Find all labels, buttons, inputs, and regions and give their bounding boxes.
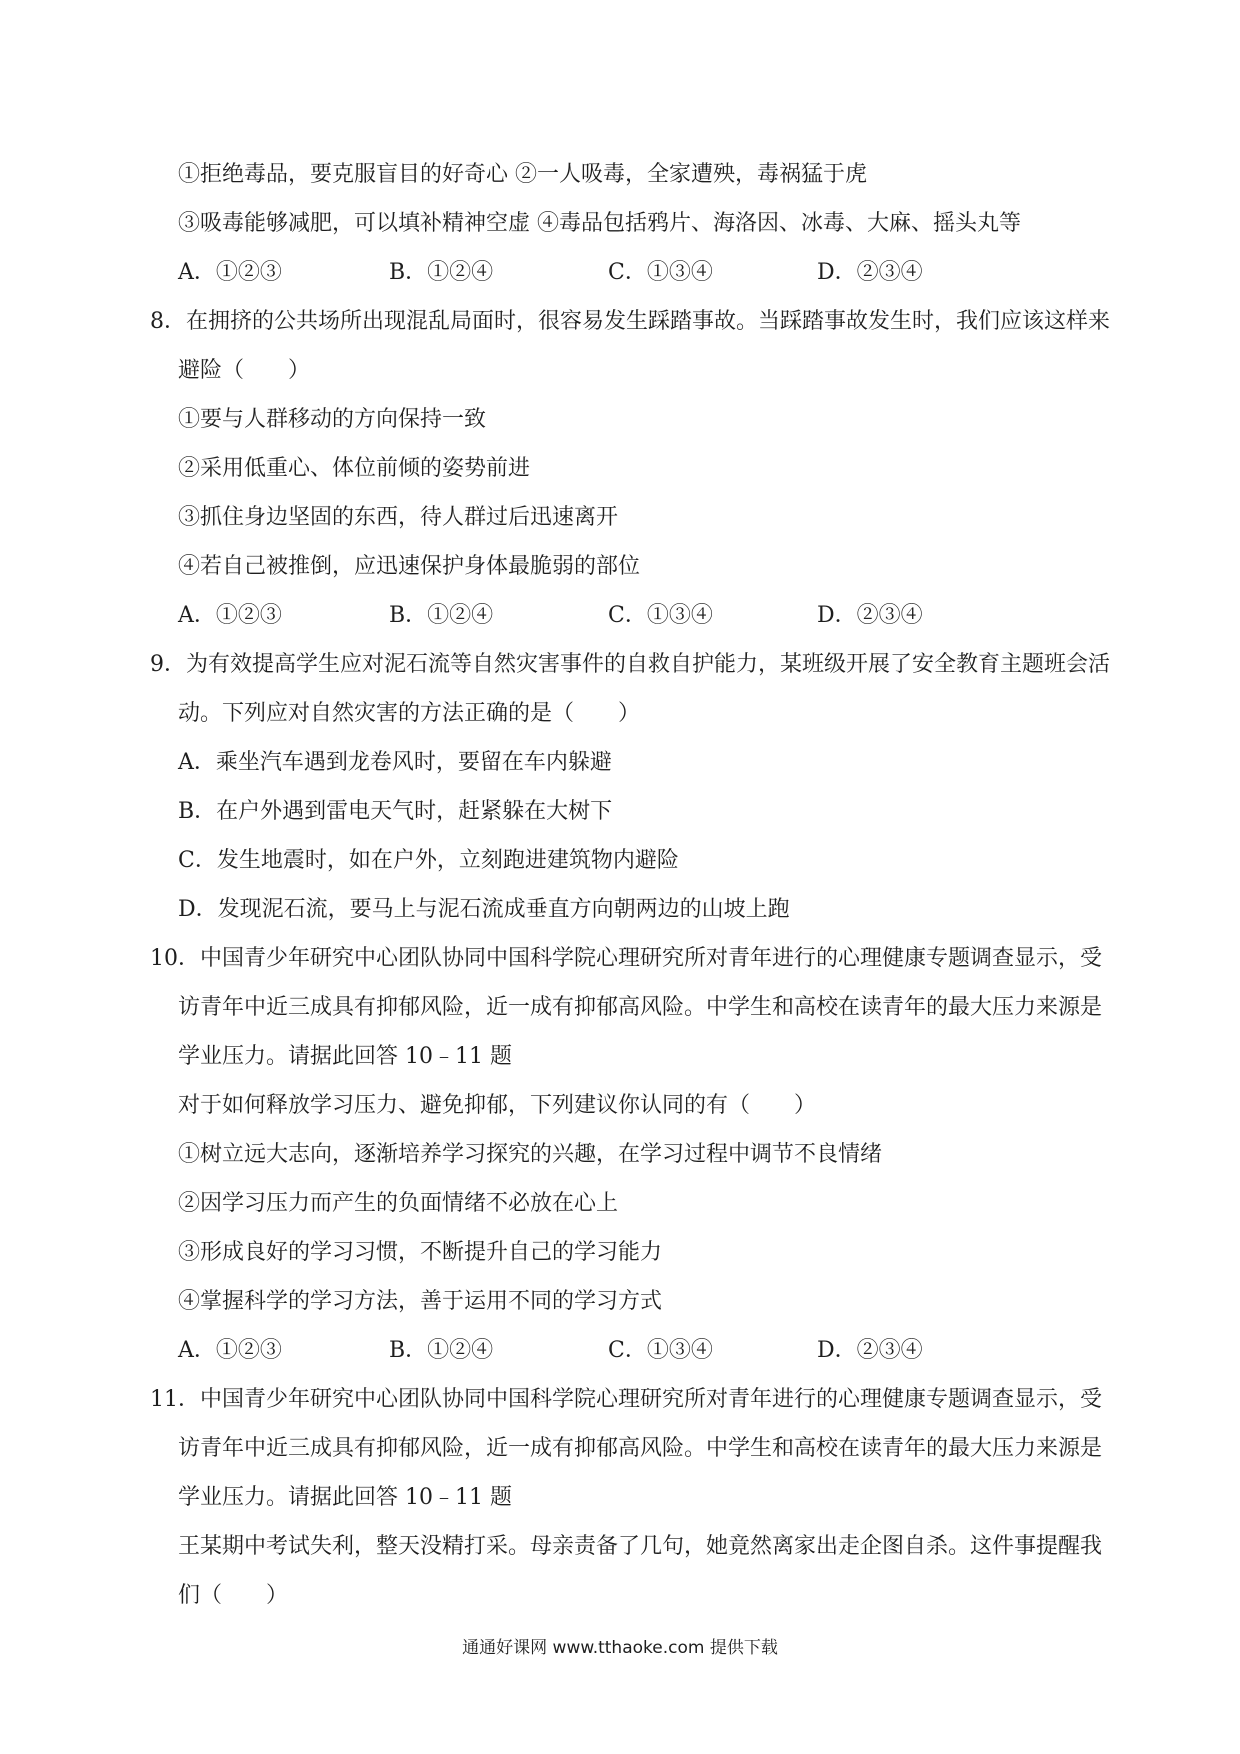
q10-option-a: A．①②③ <box>178 1338 282 1363</box>
q8-statement: ②采用低重心、体位前倾的姿势前进 <box>178 456 531 481</box>
q10-statement: ④掌握科学的学习方法，善于运用不同的学习方式 <box>178 1289 663 1314</box>
q11-stem-line: 11．中国青少年研究中心团队协同中国科学院心理研究所对青年进行的心理健康专题调查显示，受 <box>150 1387 1102 1412</box>
q9-option-a: A．乘坐汽车遇到龙卷风时，要留在车内躲避 <box>178 750 612 775</box>
q7-option-a: A．①②③ <box>178 260 282 285</box>
q7-option-c: C．①③④ <box>608 260 713 285</box>
q10-stem-line: 访青年中近三成具有抑郁风险，近一成有抑郁高风险。中学生和高校在读青年的最大压力来源是 <box>178 995 1103 1020</box>
q10-statement: ③形成良好的学习习惯，不断提升自己的学习能力 <box>178 1240 663 1265</box>
q8-statement: ③抓住身边坚固的东西，待人群过后迅速离开 <box>178 505 619 530</box>
q10-option-c: C．①③④ <box>608 1338 713 1363</box>
q9-option-d: D．发现泥石流，要马上与泥石流成垂直方向朝两边的山坡上跑 <box>178 897 790 922</box>
q9-stem-line: 动。下列应对自然灾害的方法正确的是（ ） <box>178 701 641 726</box>
q10-option-d: D．②③④ <box>817 1338 923 1363</box>
q7-statement-line: ①拒绝毒品，要克服盲目的好奇心 ②一人吸毒，全家遭殃，毒祸猛于虎 <box>178 162 867 187</box>
q10-question-line: 对于如何释放学习压力、避免抑郁，下列建议你认同的有（ ） <box>178 1093 817 1118</box>
exam-content <box>0 150 1240 1620</box>
q9-stem-line: 9．为有效提高学生应对泥石流等自然灾害事件的自救自护能力，某班级开展了安全教育主题班会活 <box>150 652 1111 677</box>
q10-stem-line: 学业压力。请据此回答 10﹣11 题 <box>178 1044 512 1069</box>
q8-option-c: C．①③④ <box>608 603 713 628</box>
q8-option-b: B．①②④ <box>389 603 494 628</box>
q9-option-b: B．在户外遇到雷电天气时，赶紧躲在大树下 <box>178 799 613 824</box>
q11-question-line: 们（ ） <box>178 1583 289 1608</box>
q9-option-c: C．发生地震时，如在户外，立刻跑进建筑物内避险 <box>178 848 679 873</box>
q8-option-d: D．②③④ <box>817 603 923 628</box>
q7-options-row <box>0 248 1240 297</box>
q11-stem-line: 访青年中近三成具有抑郁风险，近一成有抑郁高风险。中学生和高校在读青年的最大压力来源是 <box>178 1436 1103 1461</box>
q8-option-a: A．①②③ <box>178 603 282 628</box>
q10-statement: ①树立远大志向，逐渐培养学习探究的兴趣，在学习过程中调节不良情绪 <box>178 1142 883 1167</box>
q7-statement-line: ③吸毒能够减肥，可以填补精神空虚 ④毒品包括鸦片、海洛因、冰毒、大麻、摇头丸等 <box>178 211 1021 236</box>
q10-option-b: B．①②④ <box>389 1338 494 1363</box>
q10-statement: ②因学习压力而产生的负面情绪不必放在心上 <box>178 1191 619 1216</box>
q8-stem-line: 8．在拥挤的公共场所出现混乱局面时，很容易发生踩踏事故。当踩踏事故发生时，我们应该这样来 <box>150 309 1111 334</box>
q8-statement: ④若自己被推倒，应迅速保护身体最脆弱的部位 <box>178 554 641 579</box>
q8-options-row <box>0 591 1240 640</box>
q10-stem-line: 10．中国青少年研究中心团队协同中国科学院心理研究所对青年进行的心理健康专题调查显示，受 <box>150 946 1102 971</box>
q8-stem-line: 避险（ ） <box>178 358 311 383</box>
q7-option-b: B．①②④ <box>389 260 494 285</box>
q8-statement: ①要与人群移动的方向保持一致 <box>178 407 487 432</box>
q11-stem-line: 学业压力。请据此回答 10﹣11 题 <box>178 1485 512 1510</box>
q7-option-d: D．②③④ <box>817 260 923 285</box>
page-footer: 通通好课网 www.tthaoke.com 提供下载 <box>462 1638 778 1658</box>
q10-options-row <box>0 1326 1240 1375</box>
q11-question-line: 王某期中考试失利，整天没精打采。母亲责备了几句，她竟然离家出走企图自杀。这件事提醒我 <box>178 1534 1103 1559</box>
